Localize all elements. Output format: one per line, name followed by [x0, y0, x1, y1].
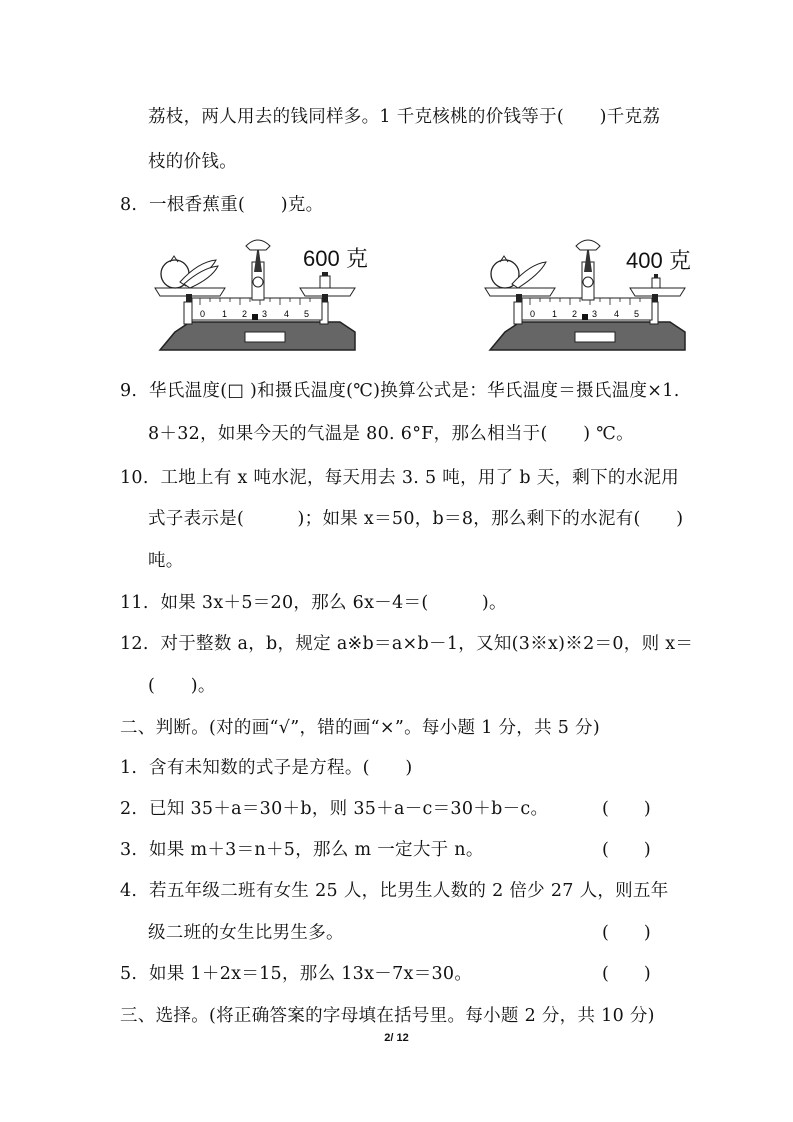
section-2-heading: 二、判断。(对的画“√”，错的画“×”。每小题 1 分，共 5 分): [120, 718, 600, 738]
scale-label-right: 400 克: [626, 248, 691, 273]
question-11: 11. 如果 3x＋5＝20，那么 6x－4＝( )。: [120, 593, 507, 613]
q7-continued-line: 荔枝，两人用去的钱同样多。1 千克核桃的价钱等于( )千克荔: [148, 107, 661, 127]
judge-1: 1. 含有未知数的式子是方程。( ): [120, 758, 413, 778]
judge-3-answer-paren: ( ): [602, 840, 651, 860]
ruler-tick-2: 2: [242, 309, 248, 319]
judge-5-answer-paren: ( ): [602, 964, 651, 984]
question-10-continued-2: 吨。: [148, 551, 184, 571]
question-9: 9. 华氏温度(□ )和摄氏温度(℃)换算公式是：华氏温度＝摄氏温度×1.: [120, 381, 680, 401]
ruler-tick-3: 3: [262, 309, 268, 319]
ruler-tick-5: 5: [304, 309, 310, 319]
judge-4-answer-paren: ( ): [602, 923, 651, 943]
question-10-continued: 式子表示是( )；如果 x＝50，b＝8，那么剩下的水泥有( ): [148, 509, 684, 529]
judge-4-continued: 级二班的女生比男生多。: [148, 923, 344, 943]
ruler-tick-4: 4: [284, 309, 290, 319]
question-8: 8. 一根香蕉重( )克。: [120, 195, 324, 215]
question-12: 12. 对于整数 a，b，规定 a※b＝a×b－1，又知(3※x)※2＝0，则 x＝: [120, 634, 694, 654]
ruler-tick-5: 5: [634, 309, 640, 319]
question-9-continued: 8＋32，如果今天的气温是 80. 6°F，那么相当于( ) ℃。: [148, 424, 634, 444]
page-number: 2/ 12: [384, 1032, 409, 1044]
ruler-tick-4: 4: [614, 309, 620, 319]
judge-3: 3. 如果 m＋3＝n＋5，那么 m 一定大于 n。: [120, 840, 484, 860]
section-3-heading: 三、选择。(将正确答案的字母填在括号里。每小题 2 分，共 10 分): [120, 1006, 655, 1026]
question-12-continued: ( )。: [148, 676, 216, 696]
judge-5: 5. 如果 1＋2x＝15，那么 13x－7x＝30。: [120, 964, 473, 984]
judge-4: 4. 若五年级二班有女生 25 人，比男生人数的 2 倍少 27 人，则五年: [120, 881, 669, 901]
ruler-tick-1: 1: [552, 309, 558, 319]
judge-2-answer-paren: ( ): [602, 799, 651, 819]
ruler-tick-0: 0: [200, 309, 206, 319]
ruler-tick-1: 1: [222, 309, 228, 319]
q7-continued-line-2: 枝的价钱。: [148, 152, 237, 172]
judge-2: 2. 已知 35＋a＝30＋b，则 35＋a－c＝30＋b－c。: [120, 799, 549, 819]
ruler-tick-0: 0: [530, 309, 536, 319]
scale-label-left: 600 克: [303, 246, 368, 271]
ruler-tick-2: 2: [572, 309, 578, 319]
ruler-tick-3: 3: [592, 309, 598, 319]
question-10: 10. 工地上有 x 吨水泥，每天用去 3. 5 吨，用了 b 天，剩下的水泥用: [120, 468, 680, 488]
